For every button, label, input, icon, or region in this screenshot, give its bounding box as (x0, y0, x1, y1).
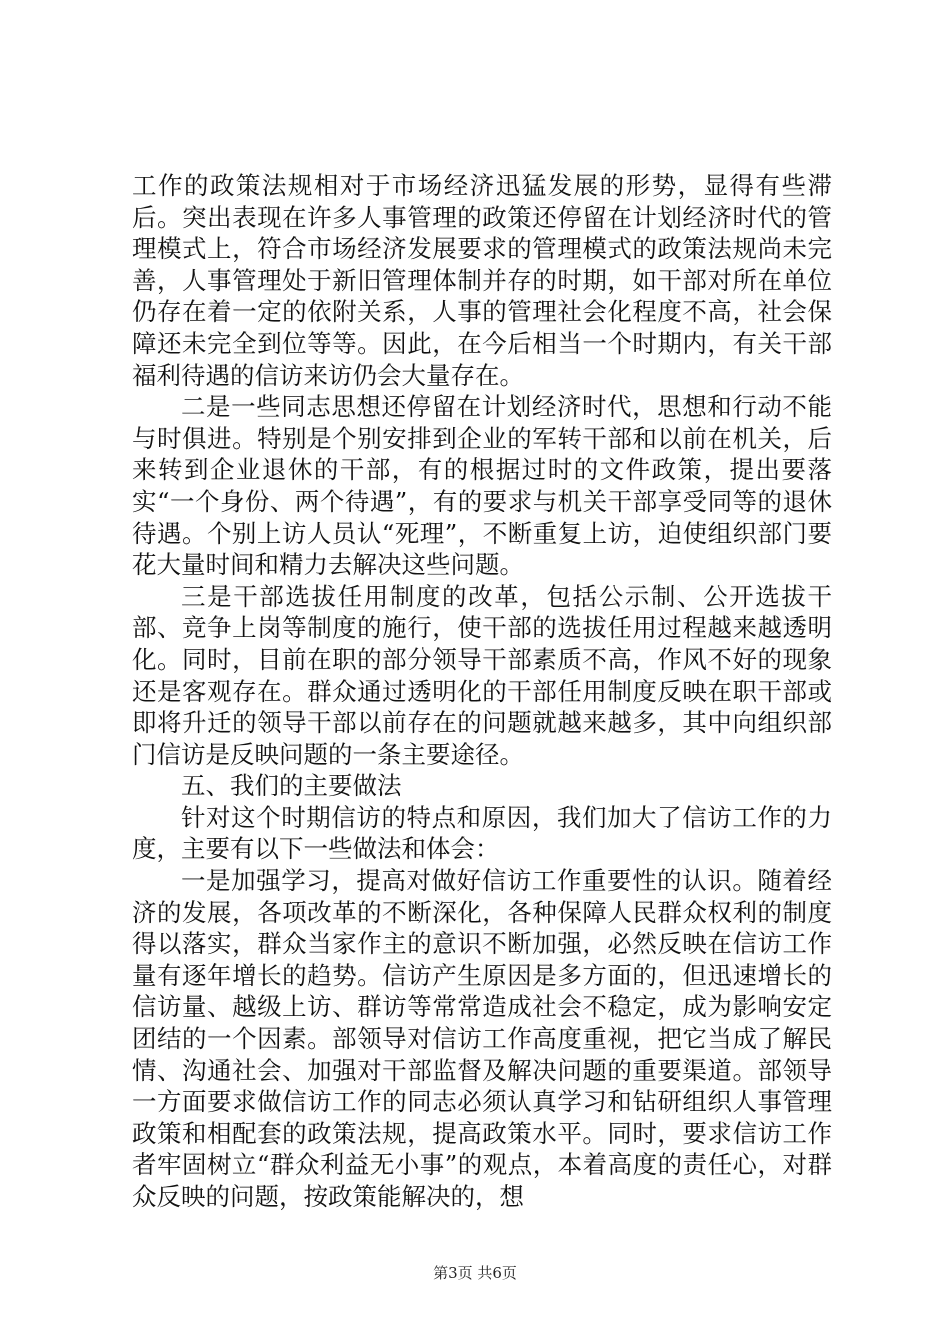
paragraph-continuation: 工作的政策法规相对于市场经济迅猛发展的形势，显得有些滞后。突出表现在许多人事管理的政策还停留在计划经济时代的管理模式上，符合市场经济发展要求的管理模式的政策法规尚未完善，人事管理处于新旧管理体制并存的时期，如干部对所在单位仍存在着一定的依附关系，人事的管理社会化程度不高，社会保障还未完全到位等等。因此，在今后相当一个时期内，有关干部福利待遇的信访来访仍会大量存在。 (132, 171, 832, 390)
section-heading: 五、我们的主要做法 (181, 771, 402, 801)
page-footer (0, 1262, 950, 1283)
paragraph-reason-two: 二是一些同志思想还停留在计划经济时代，思想和行动不能与时俱进。特别是个别安排到企业的军转干部和以前在机关，后来转到企业退休的干部，有的根据过时的文件政策，提出要落实“一个身份、两个待遇”，有的要求与机关干部享受同等的退休待遇。个别上访人员认“死理”，不断重复上访，迫使组织部门要花大量时间和精力去解决这些问题。 (132, 392, 832, 580)
document-body (132, 170, 832, 1213)
page-number-label: 第3页 共6页 (433, 1264, 517, 1282)
paragraph-practice-one: 一是加强学习，提高对做好信访工作重要性的认识。随着经济的发展，各项改革的不断深化，各种保障人民群众权利的制度得以落实，群众当家作主的意识不断加强，必然反映在信访工作量有逐年增长的趋势。信访产生原因是多方面的，但迅速增长的信访量、越级上访、群访等常常造成社会不稳定，成为影响安定团结的一个因素。部领导对信访工作高度重视，把它当成了解民情、沟通社会、加强对干部监督及解决问题的重要渠道。部领导一方面要求做信访工作的同志必须认真学习和钻研组织人事管理政策和相配套的政策法规，提高政策水平。同时，要求信访工作者牢固树立“群众利益无小事”的观点，本着高度的责任心，对群众反映的问题，按政策能解决的，想 (132, 866, 832, 1211)
paragraph-reason-three: 三是干部选拔任用制度的改革，包括公示制、公开选拔干部、竞争上岗等制度的施行，使干部的选拔任用过程越来越透明化。同时，目前在职的部分领导干部素质不高，作风不好的现象还是客观存在。群众通过透明化的干部任用制度反映在职干部或即将升迁的领导干部以前存在的问题就越来越多，其中向组织部门信访是反映问题的一条主要途径。 (132, 581, 832, 769)
paragraph-intro-practices: 针对这个时期信访的特点和原因，我们加大了信访工作的力度，主要有以下一些做法和体会： (132, 802, 832, 864)
